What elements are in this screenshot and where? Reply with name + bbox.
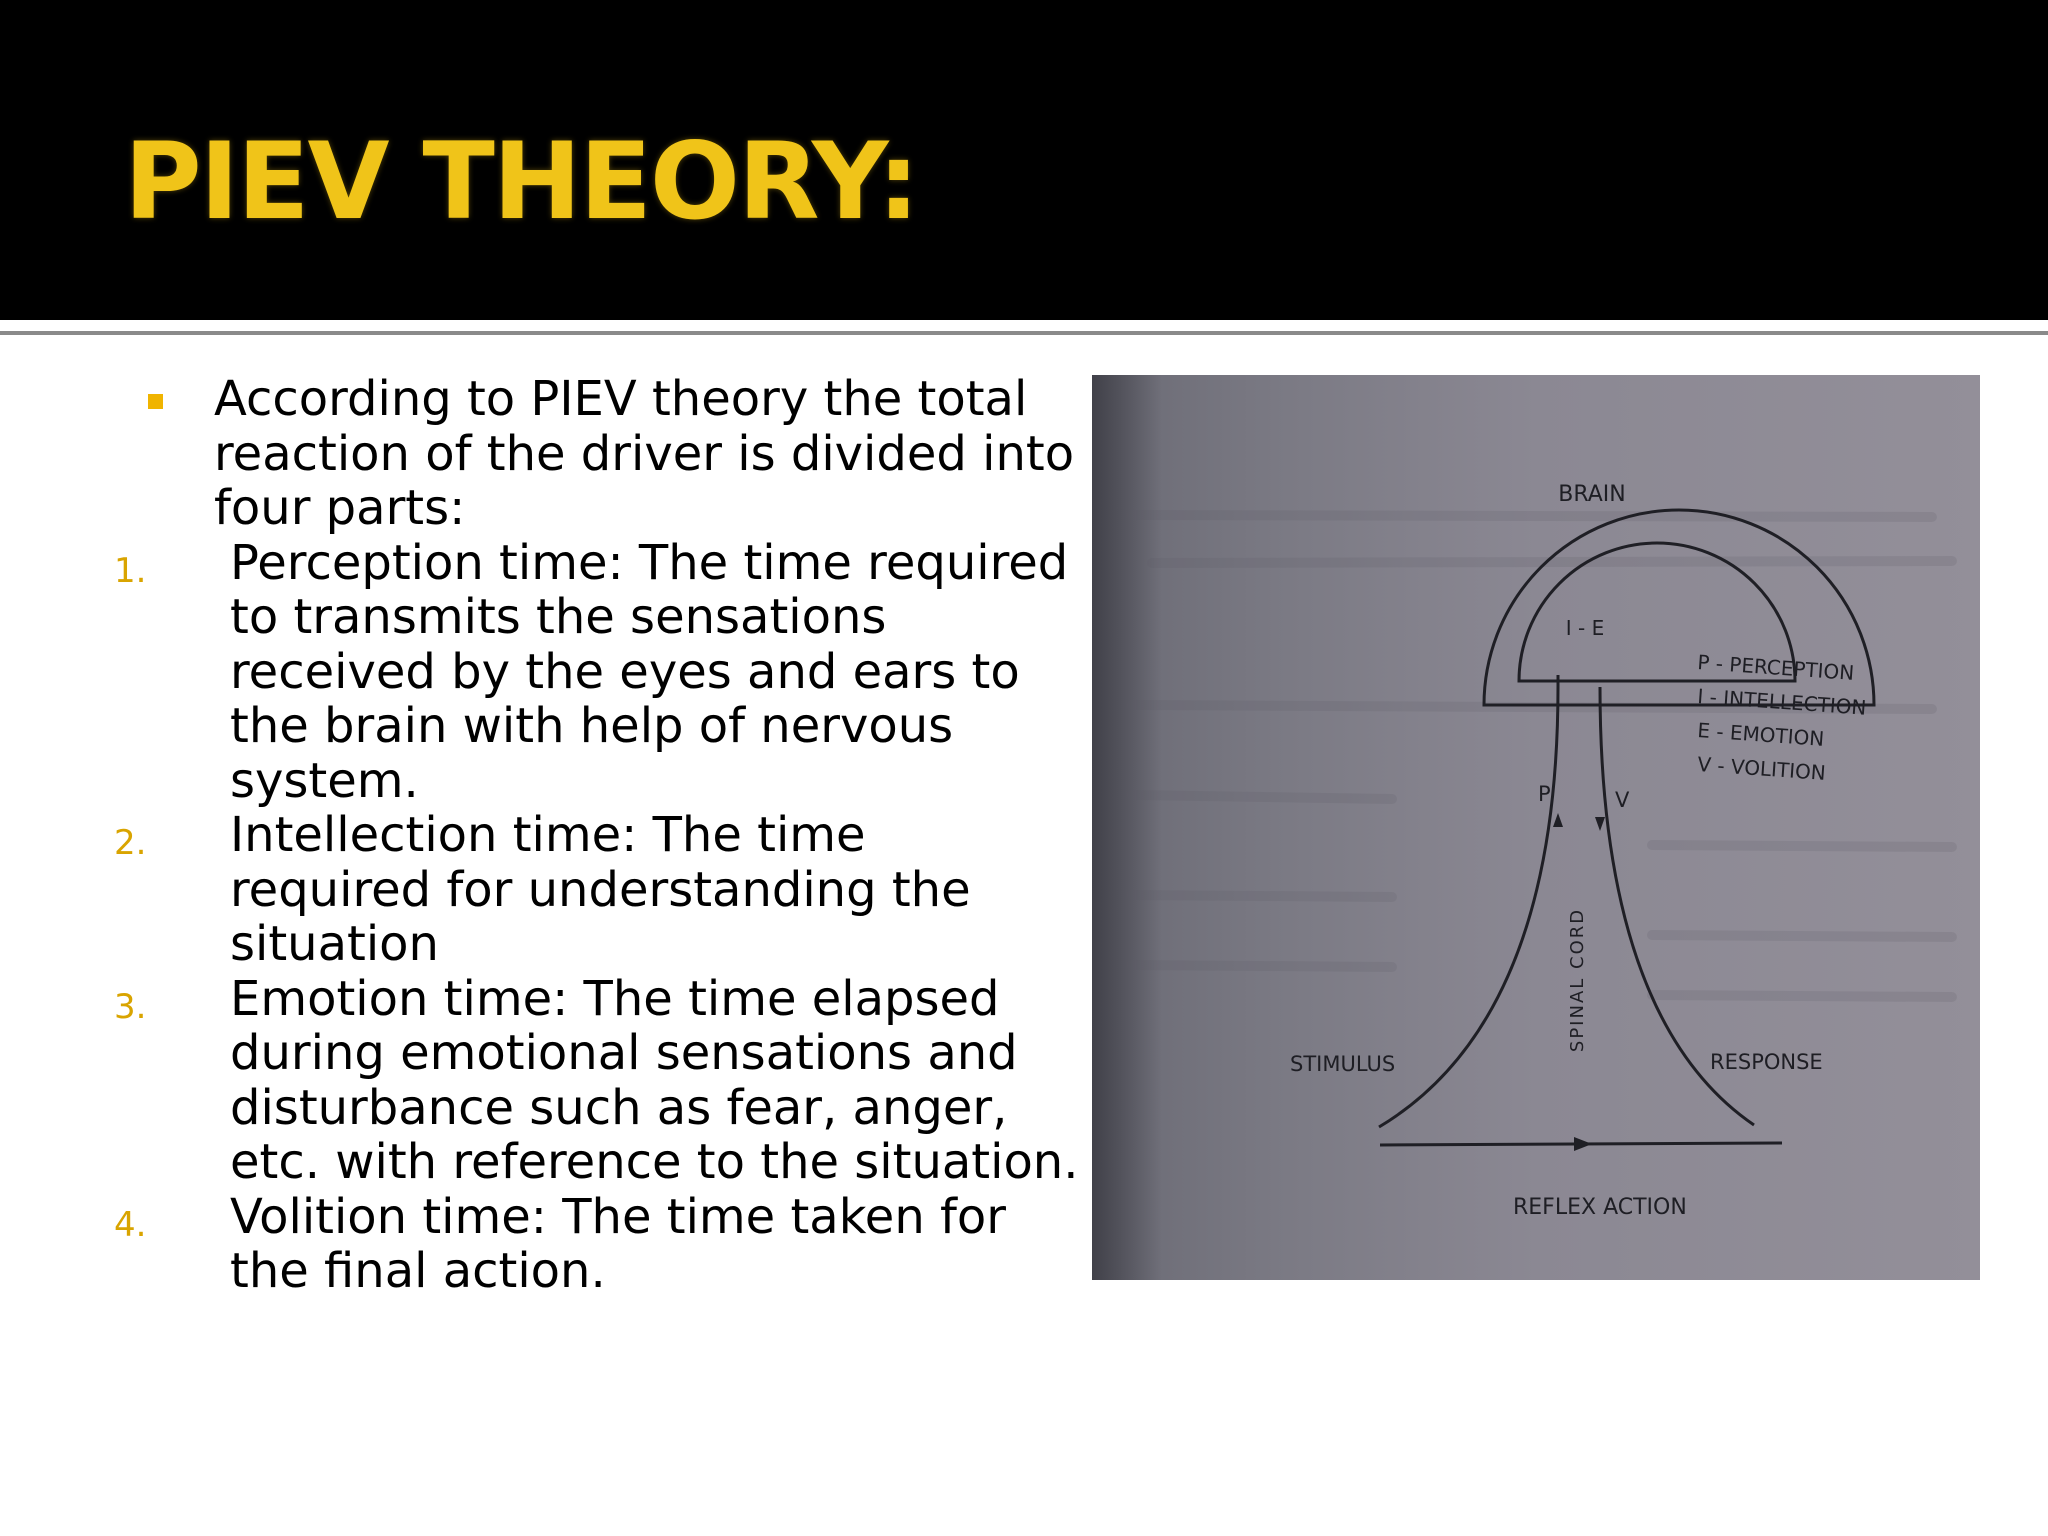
legend-emotion: E - EMOTION [1696,718,1826,751]
spinal-cord-label: SPINAL CORD [1567,907,1588,1053]
list-number: 1. [114,550,147,591]
brain-label: BRAIN [1558,482,1626,507]
intro-text: According to PIEV theory the total reaction of the driver is divided into four parts: [214,371,1075,536]
legend-intellection: I - INTELLECTION [1696,684,1868,720]
intro-bullet [100,372,1080,536]
header-divider-line [0,331,2048,335]
v-label: V [1615,788,1630,812]
list-item [100,808,1080,972]
response-label: RESPONSE [1710,1050,1823,1074]
reflex-action-label: REFLEX ACTION [1513,1195,1687,1220]
list-number: 4. [114,1204,147,1245]
list-item [100,1190,1080,1299]
piev-diagram [1092,375,1980,1280]
legend-volition: V - VOLITION [1696,752,1827,785]
list-item-text: Emotion time: The time elapsed during emotional sensations and disturbance such as fear, anger, etc. with reference to the situation. [230,970,1079,1190]
header-divider [0,320,2048,328]
slide-title: PIEV THEORY: [124,120,918,243]
list-number: 3. [114,986,147,1027]
piev-diagram-photo [1092,375,1980,1280]
slide-body [100,372,1080,1299]
list-item-text: Perception time: The time required to transmits the sensations received by the eyes and ears to the brain with help of nervous system. [230,534,1069,809]
list-item [100,536,1080,809]
list-item-text: Intellection time: The time required for understanding the situation [230,807,971,972]
legend-perception: P - PERCEPTION [1696,650,1856,685]
list-number: 2. [114,823,147,863]
list-item-text: Volition time: The time taken for the final action. [230,1188,1006,1299]
p-label: P [1538,782,1551,806]
list-item [100,972,1080,1190]
square-bullet-icon [148,394,163,409]
stimulus-label: STIMULUS [1290,1052,1396,1076]
ie-label: I - E [1565,616,1605,640]
